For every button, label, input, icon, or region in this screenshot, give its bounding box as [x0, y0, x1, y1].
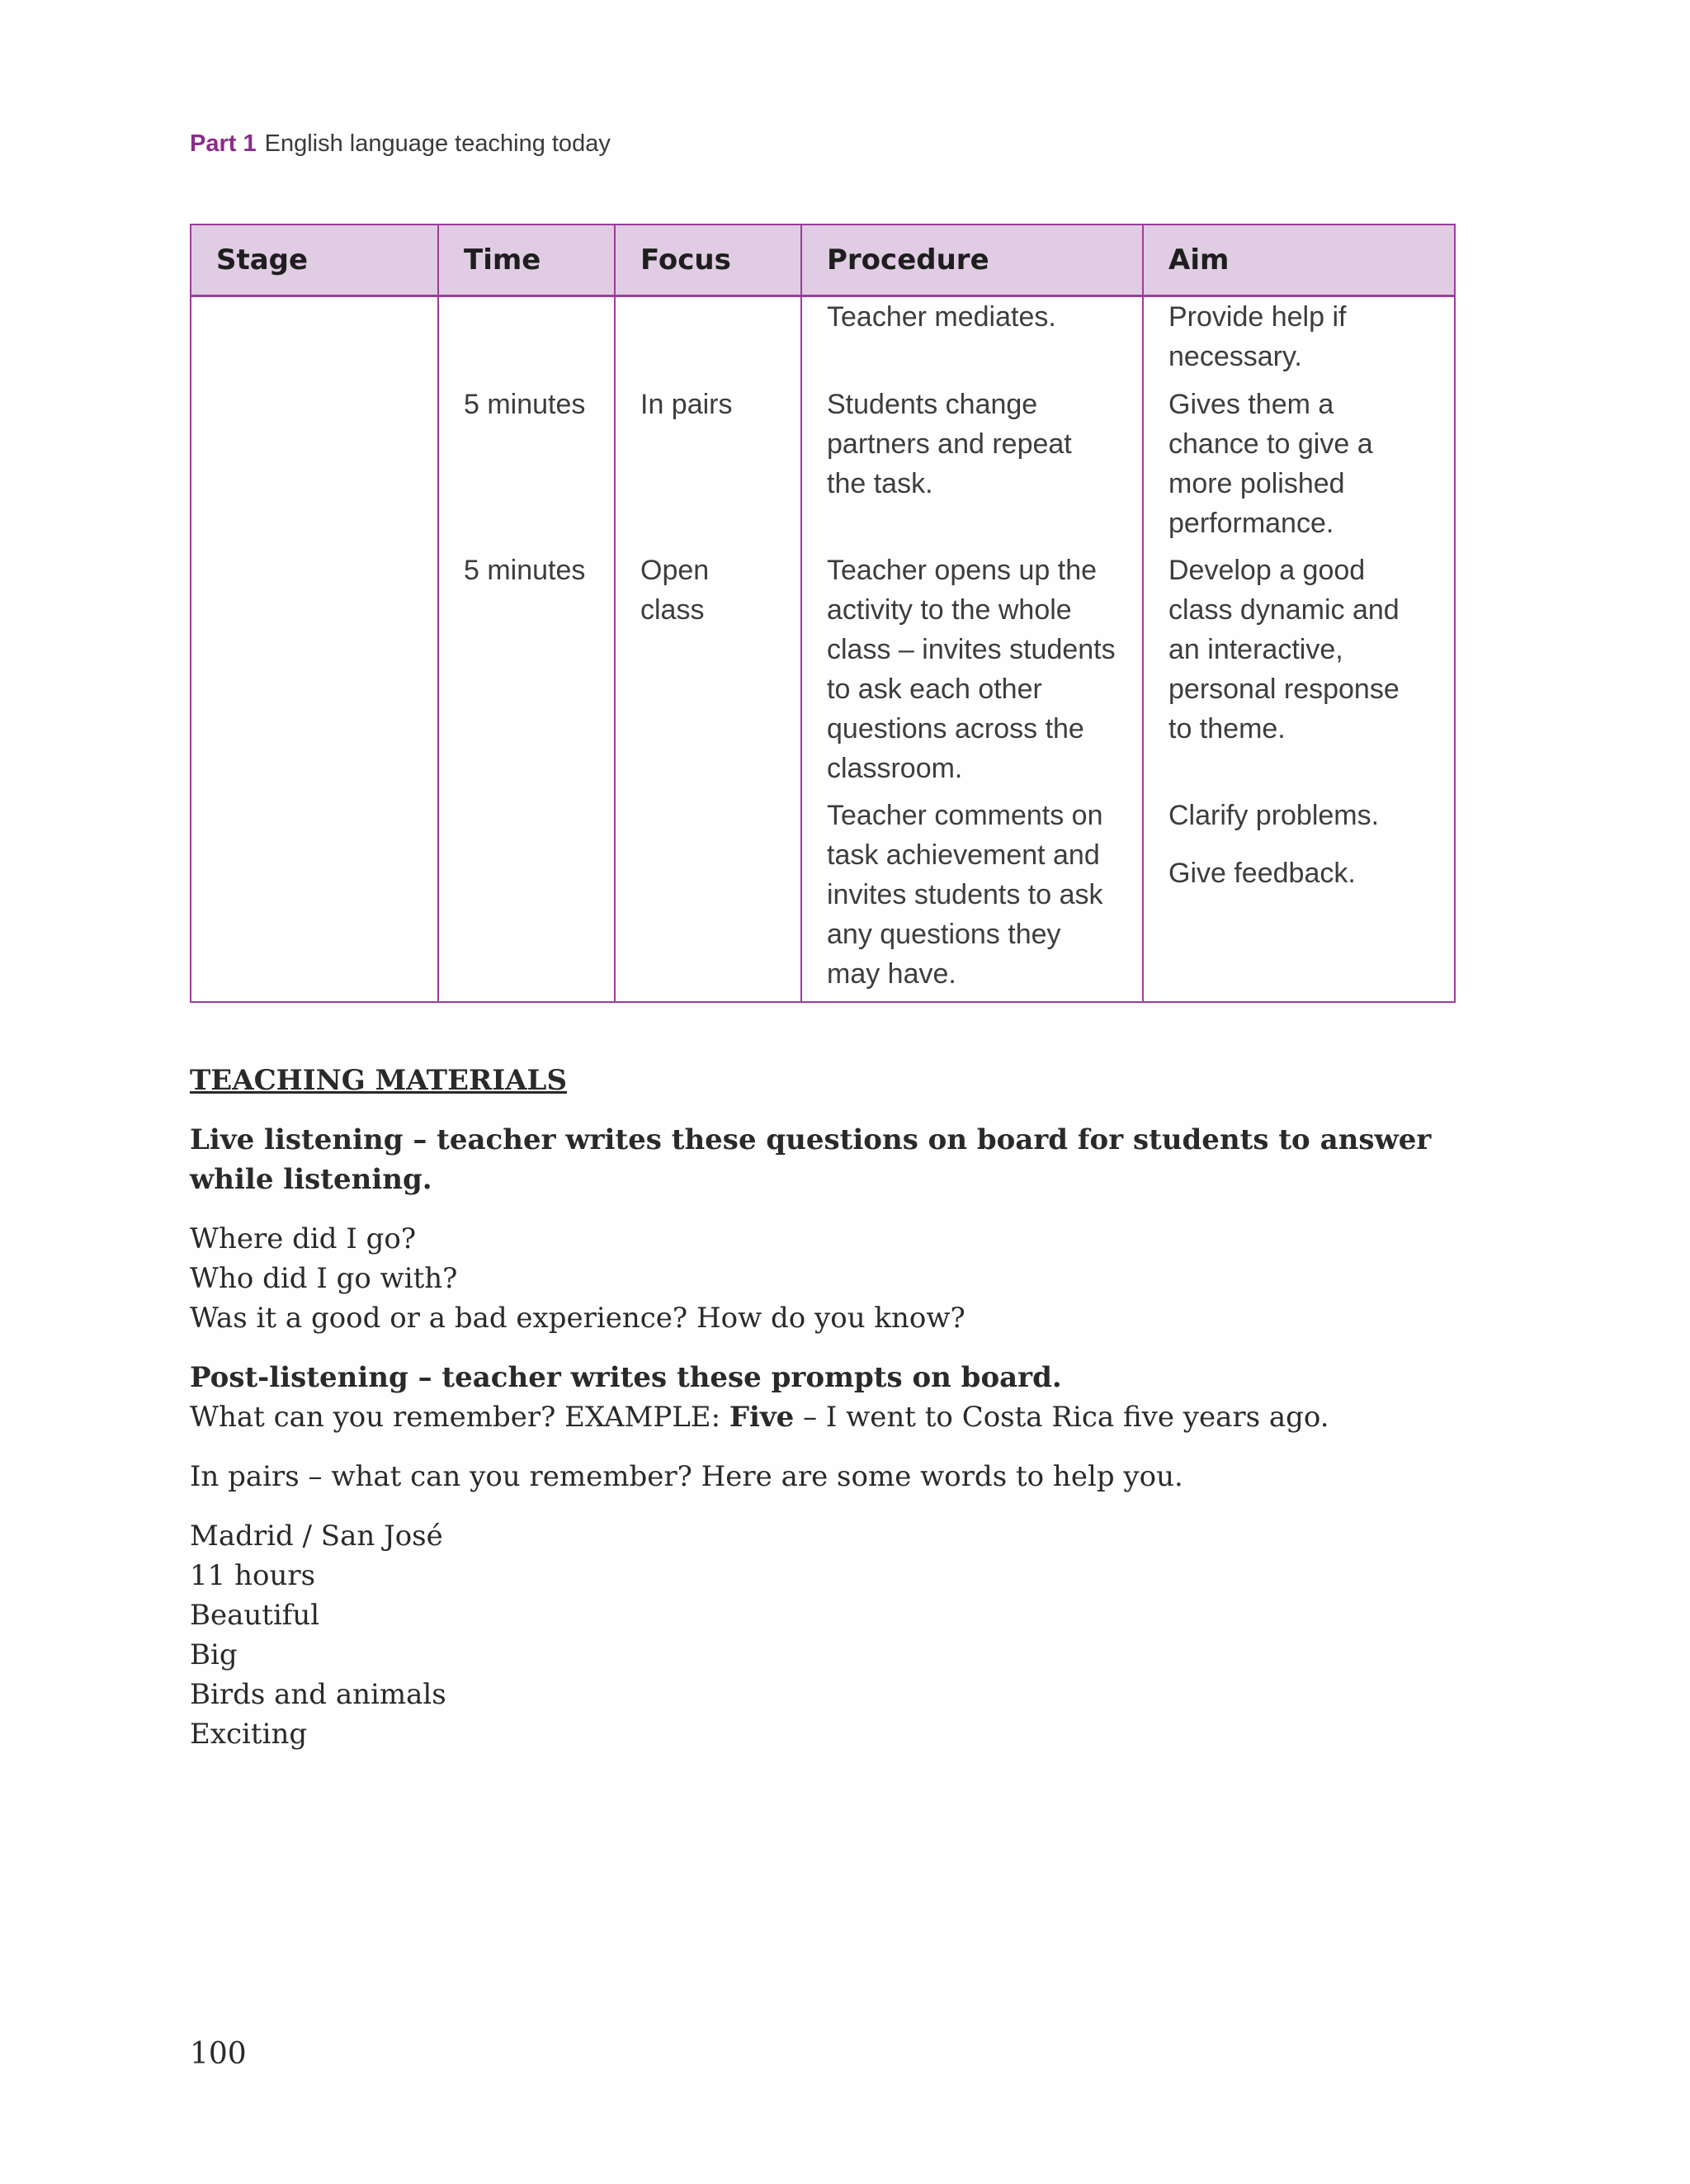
list-item: Who did I go with? [190, 1262, 458, 1295]
example-line [190, 1397, 1477, 1437]
list-item: Beautiful [190, 1599, 320, 1632]
list-item: Madrid / San José [190, 1520, 443, 1553]
pairs-prompt: In pairs – what can you remember? Here are some words to help you. [190, 1460, 1183, 1493]
time-entry: 5 minutes [464, 389, 586, 420]
header-procedure: Procedure [801, 225, 1143, 296]
post-listening-instruction: Post-listening – teacher writes these prompts on board. [190, 1361, 1062, 1394]
materials-heading: TEACHING MATERIALS [190, 1064, 568, 1097]
running-head [190, 130, 611, 158]
header-time: Time [438, 225, 615, 296]
focus-entry: In pairs [640, 389, 733, 420]
table-header-row [191, 225, 1455, 296]
example-word: Five [729, 1401, 795, 1434]
header-focus: Focus [615, 225, 801, 296]
aim-entry: Provide help if necessary. [1168, 301, 1347, 372]
aim-entry: Develop a good class dynamic and an interactive, personal response to theme. [1168, 555, 1400, 745]
list-item: Where did I go? [190, 1222, 417, 1255]
list-item: 11 hours [190, 1559, 316, 1592]
list-item: Birds and animals [190, 1678, 446, 1711]
example-suffix: – I went to Costa Rica five years ago. [794, 1401, 1329, 1434]
part-label: Part 1 [190, 130, 257, 157]
teaching-materials [190, 1061, 1477, 1754]
procedure-entry: Teacher opens up the activity to the whole class – invites students to ask each other questions across the classroom. [827, 555, 1116, 784]
list-item: Exciting [190, 1718, 308, 1751]
focus-entry: Open class [640, 555, 710, 626]
procedure-entry: Teacher comments on task achievement and invites students to ask any questions they may have. [827, 800, 1103, 990]
live-listening-instruction: Live listening – teacher writes these questions on board for students to answer while listening. [190, 1123, 1432, 1196]
table-row [191, 296, 1455, 1003]
time-cell [438, 296, 615, 1003]
list-item: Big [190, 1638, 238, 1671]
aim-cell [1143, 296, 1455, 1003]
aim-entry: Clarify problems. [1168, 800, 1380, 831]
procedure-entry: Students change partners and repeat the task. [827, 389, 1072, 499]
header-stage: Stage [191, 225, 438, 296]
question-list [190, 1219, 1477, 1338]
procedure-cell [801, 296, 1143, 1003]
time-entry: 5 minutes [464, 555, 586, 586]
list-item: Was it a good or a bad experience? How do you know? [190, 1302, 965, 1335]
aim-entry: Gives them a chance to give a more polished performance. [1168, 389, 1373, 539]
stage-cell [191, 296, 438, 1003]
procedure-entry: Teacher mediates. [827, 301, 1056, 333]
header-aim: Aim [1143, 225, 1455, 296]
running-head-title: English language teaching today [264, 130, 611, 157]
lesson-plan-table [190, 224, 1456, 1003]
page-number: 100 [190, 2037, 247, 2071]
aim-entry: Give feedback. [1168, 858, 1356, 889]
word-list [190, 1516, 1477, 1754]
focus-cell [615, 296, 801, 1003]
example-prefix: What can you remember? EXAMPLE: [190, 1401, 729, 1434]
